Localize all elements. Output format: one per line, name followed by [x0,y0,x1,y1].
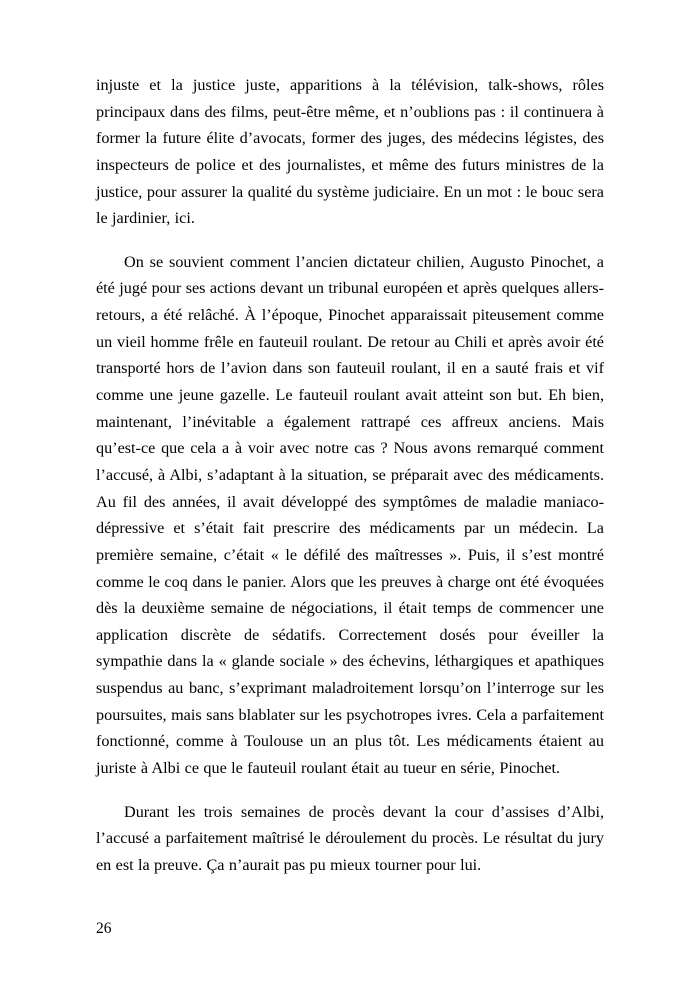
paragraph: injuste et la justice juste, apparitions à la télévision, talk-shows, rôles principaux dans des films, peut-être même, et n’oublions pas : il continuera à former la future élite d’avocats, former des juges, des médecins légistes, des inspecteurs de police et des journalistes, et même des futurs ministres de la justice, pour assurer la qualité du système judiciaire. En un mot : le bouc sera le jardinier, ici. [96,76,604,228]
body-text [96,72,604,879]
paragraph: On se souvient comment l’ancien dictateur chilien, Augusto Pinochet, a été jugé pour ses actions devant un tribunal européen et après quelques allers-retours, a été relâché. À l’époque, Pinochet apparaissait piteusement comme un vieil homme frêle en fauteuil roulant. De retour au Chili et après avoir été transporté hors de l’avion dans son fauteuil roulant, il en a sauté frais et vif comme une jeune gazelle. Le fauteuil roulant avait atteint son but. Eh bien, maintenant, l’inévitable a également rattrapé ces affreux anciens. Mais qu’est-ce que cela a à voir avec notre cas ? Nous avons remarqué comment l’accusé, à Albi, s’adaptant à la situation, se préparait avec des médicaments. Au fil des années, il avait développé des symptômes de maladie maniaco-dépressive et s’était fait prescrire des médicaments par un médecin. La première semaine, c’était « le défilé des maîtresses ». Puis, il s’est montré comme le coq dans le panier. Alors que les preuves à charge ont été évoquées dès la deuxième semaine de négociations, il était temps de commencer une application discrète de sédatifs. Correctement dosés pour éveiller la sympathie dans la « glande sociale » des échevins, léthargiques et apathiques suspendus au banc, s’exprimant maladroitement lorsqu’on l’interroge sur les poursuites, mais sans blablater sur les psychotropes ivres. Cela a parfaitement fonctionné, comme à Toulouse un an plus tôt. Les médicaments étaient au juriste à Albi ce que le fauteuil roulant était au tueur en série, Pinochet. [96,252,604,778]
page-number: 26 [96,919,112,937]
paragraph: Durant les trois semaines de procès devant la cour d’assises d’Albi, l’accusé a parfaitement maîtrisé le déroulement du procès. Le résultat du jury en est la preuve. Ça n’aurait pas pu mieux tourner pour lui. [96,802,604,874]
